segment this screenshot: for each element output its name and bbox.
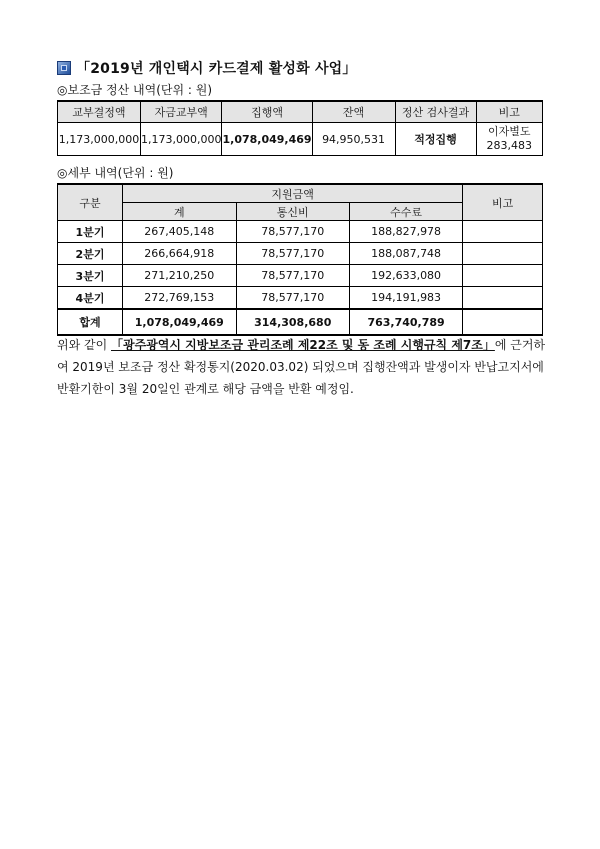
header-total: 계 — [123, 203, 237, 221]
table-row — [58, 243, 543, 265]
cell-executed: 1,078,049,469 — [222, 123, 312, 156]
total-communication: 314,308,680 — [236, 309, 349, 335]
table-row — [58, 221, 543, 243]
header-fund-grant: 자금교부액 — [141, 101, 222, 123]
row-communication: 78,577,170 — [236, 243, 349, 265]
row-fee: 194,191,983 — [349, 287, 462, 310]
header-support-amount: 지원금액 — [123, 184, 463, 203]
header-executed: 집행액 — [222, 101, 312, 123]
cell-balance: 94,950,531 — [312, 123, 395, 156]
row-total: 266,664,918 — [123, 243, 237, 265]
cell-fund-grant: 1,173,000,000 — [141, 123, 222, 156]
row-total: 271,210,250 — [123, 265, 237, 287]
row-note — [463, 243, 543, 265]
cell-inspection: 적정집행 — [395, 123, 476, 156]
row-label: 3분기 — [58, 265, 123, 287]
header-communication: 통신비 — [236, 203, 349, 221]
row-label: 1분기 — [58, 221, 123, 243]
detail-table — [57, 183, 543, 336]
note-line-2: 283,483 — [486, 139, 533, 152]
row-fee: 188,827,978 — [349, 221, 462, 243]
total-total: 1,078,049,469 — [123, 309, 237, 335]
settlement-table — [57, 100, 543, 156]
row-total: 267,405,148 — [123, 221, 237, 243]
header-inspection: 정산 검사결과 — [395, 101, 476, 123]
row-label: 2분기 — [58, 243, 123, 265]
note-line-1: 이자별도 — [488, 125, 531, 138]
row-fee: 188,087,748 — [349, 243, 462, 265]
total-row — [58, 309, 543, 335]
header-grant-decision: 교부결정액 — [58, 101, 141, 123]
row-note — [463, 265, 543, 287]
row-fee: 192,633,080 — [349, 265, 462, 287]
table-row — [58, 265, 543, 287]
total-fee: 763,740,789 — [349, 309, 462, 335]
header-category: 구분 — [58, 184, 123, 221]
header-balance: 잔액 — [312, 101, 395, 123]
header-detail-note: 비고 — [463, 184, 543, 221]
row-communication: 78,577,170 — [236, 221, 349, 243]
row-note — [463, 287, 543, 310]
paragraph-suffix: 에 근거하여 2019년 보조금 정산 확정통지(2020.03.02) 되었으며 집행잔액과 발생이자 반납고지서에 반환기한이 3월 20일인 관계로 해당 금액을 반환 예정임. — [57, 338, 546, 396]
square-bullet-icon — [57, 61, 71, 75]
header-fee: 수수료 — [349, 203, 462, 221]
total-label: 합계 — [58, 309, 123, 335]
row-total: 272,769,153 — [123, 287, 237, 310]
table-row — [58, 287, 543, 310]
detail-caption: ◎세부 내역(단위 : 원) — [57, 166, 174, 180]
header-note: 비고 — [476, 101, 542, 123]
closing-paragraph — [57, 334, 547, 400]
cell-note — [476, 123, 542, 156]
cell-grant-decision: 1,173,000,000 — [58, 123, 141, 156]
title-text: 「2019년 개인택시 카드결제 활성화 사업」 — [76, 61, 357, 77]
law-reference: 「광주광역시 지방보조금 관리조례 제22조 및 동 조례 시행규칙 제7조」 — [111, 338, 495, 352]
document-title — [57, 58, 357, 78]
paragraph-prefix: 위와 같이 — [57, 338, 111, 352]
row-note — [463, 221, 543, 243]
settlement-caption: ◎보조금 정산 내역(단위 : 원) — [57, 83, 213, 97]
row-communication: 78,577,170 — [236, 265, 349, 287]
total-note — [463, 309, 543, 335]
row-label: 4분기 — [58, 287, 123, 310]
row-communication: 78,577,170 — [236, 287, 349, 310]
